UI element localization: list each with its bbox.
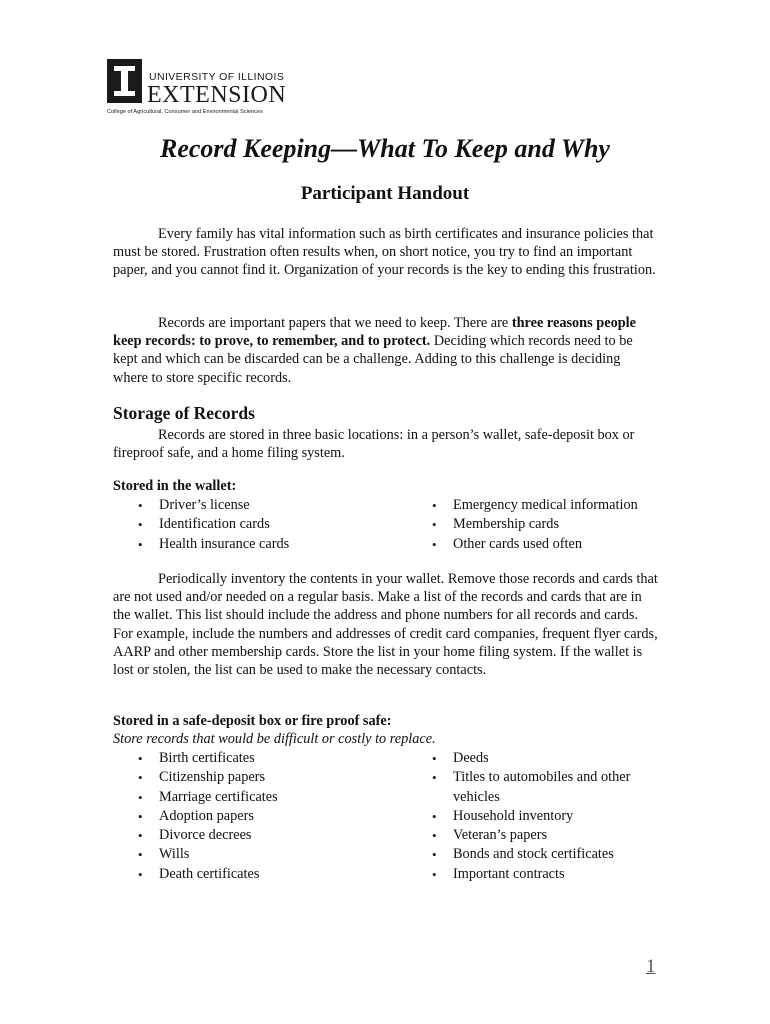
list-item: • Wills [134,845,278,864]
storage-text: Records are stored in three basic locations: in a person’s wallet, safe-deposit box or fireproof safe, and a home filing system. [113,427,635,462]
list-item: • Veteran’s papers [428,826,648,845]
list-item: • Marriage certificates [134,788,278,807]
inventory-paragraph [113,570,658,679]
wallet-list-right [428,496,638,554]
logo-university-name: UNIVERSITY OF ILLINOIS [149,71,285,83]
safe-heading: Stored in a safe-deposit box or fire proof safe: [113,713,392,729]
reasons-text-bold: three reasons people keep records: to prove, to remember, and to protect. [113,315,636,350]
wallet-heading: Stored in the wallet: [113,478,237,494]
list-item: • Citizenship papers [134,768,278,787]
university-logo [107,59,307,121]
storage-heading: Storage of Records [113,403,255,423]
list-item: • Household inventory [428,807,648,826]
page-number: 1 [646,956,656,977]
reasons-text-before: Records are important papers that we need to keep. There are [158,315,512,331]
list-item: • Death certificates [134,865,278,884]
list-item: • Membership cards [428,515,638,534]
list-item: • Adoption papers [134,807,278,826]
safe-note: Store records that would be difficult or costly to replace. [113,731,436,747]
intro-paragraph [113,225,658,280]
reasons-text-after: Deciding which records need to be kept and which can be discarded can be a challenge. Adding to this challenge is deciding where to store specific records. [113,333,633,386]
list-item: • Bonds and stock certificates [428,845,648,864]
document-title: Record Keeping—What To Keep and Why [160,134,610,163]
document-subtitle: Participant Handout [300,183,470,204]
list-item: • Emergency medical information [428,496,638,515]
list-item: • Birth certificates [134,749,278,768]
reasons-paragraph [113,314,658,387]
storage-paragraph [113,426,658,462]
logo-college-name: College of Agricultural, Consumer and Environmental Sciences [107,109,263,115]
logo-extension: EXTENSION [147,82,287,108]
inventory-text: Periodically inventory the contents in your wallet. Remove those records and cards that are not used and/or needed on a regular basis. Make a list of the records and cards that are in the wallet. This list should include the address and phone numbers for all records and cards. For example, include the numbers and addresses of credit card companies, frequent flyer cards, AARP and other membership cards. Store the list in your home filing system. If the wallet is lost or stolen, the list can be used to make the necessary contacts. [113,571,658,679]
list-item: • Identification cards [134,515,289,534]
intro-text: Every family has vital information such as birth certificates and insurance policies that must be stored. Frustration often results when, on short notice, you try to find an important paper, and you cannot find it. Organization of your records is the key to ending this frustration. [113,226,656,279]
list-item: • Health insurance cards [134,535,289,554]
list-item: • Important contracts [428,865,648,884]
list-item: • Driver’s license [134,496,289,515]
list-item: • Divorce decrees [134,826,278,845]
list-item: • Other cards used often [428,535,638,554]
safe-list-right [428,749,648,884]
list-item: • Deeds [428,749,648,768]
list-item: • Titles to automobiles and other vehicles [428,768,648,807]
wallet-list-left [134,496,289,554]
illinois-i-logo-icon [107,59,142,103]
safe-list-left [134,749,278,884]
